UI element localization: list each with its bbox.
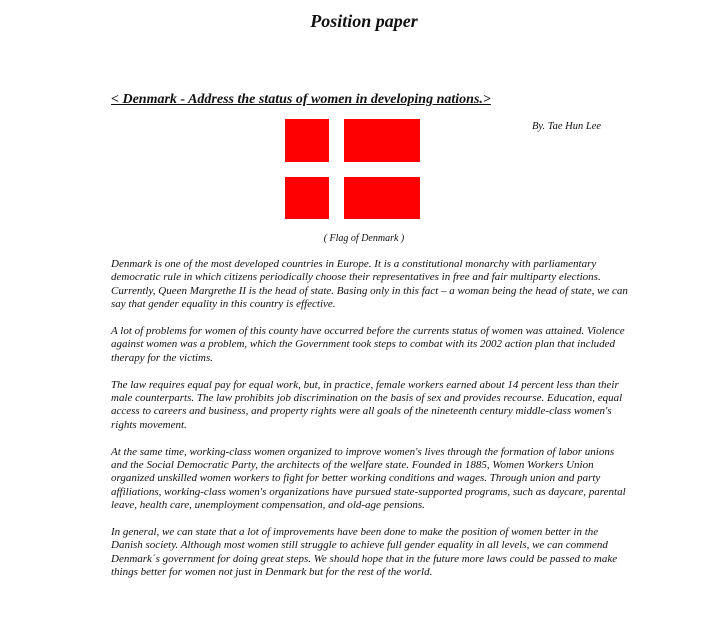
paragraph: The law requires equal pay for equal work, but, in practice, female workers earned about 14 percent less than their male counterparts. The law prohibits job discrimination on the basis of sex and provides recourse. Education, equal access to careers and business, and property rights were all goals of the nineteenth century middle-class women's rights movement. — [111, 378, 623, 431]
flag-red-quadrant-bottom-right — [344, 177, 420, 219]
flag-caption: ( Flag of Denmark ) — [323, 233, 405, 244]
author-byline: By. Tae Hun Lee — [532, 121, 602, 132]
flag-red-quadrant-top-left — [285, 119, 329, 162]
paragraph: Denmark is one of the most developed countries in Europe. It is a constitutional monarchy with parliamentary democratic rule in which citizens periodically choose their representatives in free and fair multiparty elections. Currently, Queen Margrethe II is the head of state. Basing only in this fact – a woman being the head of state, we can say that gender equality in this country is effective. — [111, 258, 628, 311]
body-text — [111, 258, 631, 593]
flag-red-quadrant-bottom-left — [285, 177, 329, 219]
page-title: Position paper — [310, 11, 418, 31]
paragraph: In general, we can state that a lot of improvements have been done to make the position of women better in the Danish society. Although most women still struggle to achieve full gender equality in all levels, we can commend Denmark´s government for doing great steps. We should hope that in the future more laws could be passed to make things better for women not just in Denmark but for the rest of the world. — [111, 526, 618, 579]
paragraph: At the same time, working-class women organized to improve women's lives through the formation of labor unions and the Social Democratic Party, the architects of the welfare state. Founded in 1885, Women Workers Union organized unskilled women workers to fight for better working conditions and wages. Through union and party affiliations, working-class women's organizations have pursued state-supported programs, such as daycare, parental leave, health care, unemployment compensation, and old-age pensions. — [111, 445, 626, 512]
denmark-flag-image — [285, 119, 420, 219]
flag-red-quadrant-top-right — [344, 119, 420, 162]
document-subtitle: < Denmark - Address the status of women in developing nations.> — [111, 92, 491, 107]
paragraph: A lot of problems for women of this county have occurred before the currents status of women was attained. Violence against women was a problem, which the Government took steps to combat with its 2002 action plan that included therapy for the victims. — [111, 325, 625, 364]
